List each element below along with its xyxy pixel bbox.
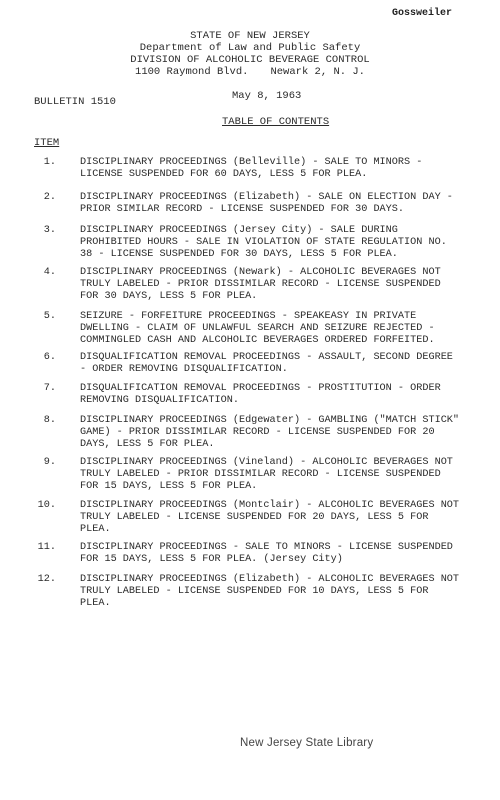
- item-text: DISCIPLINARY PROCEEDINGS (Elizabeth) - SALE ON ELECTION DAY - PRIOR SIMILAR RECORD - LICENSE SUSPENDED FOR 30 DAYS.: [80, 192, 453, 215]
- item-text: DISCIPLINARY PROCEEDINGS (Newark) - ALCOHOLIC BEVERAGES NOT TRULY LABELED - PRIOR DISSIMILAR RECORD - LICENSE SUSPENDED FOR 30 DAYS, LESS 5 FOR PLEA.: [80, 267, 441, 302]
- division-name: DIVISION OF ALCOHOLIC BEVERAGE CONTROL: [130, 54, 370, 66]
- item-number: 2.: [43, 192, 56, 203]
- item-text: DISCIPLINARY PROCEEDINGS (Vineland) - ALCOHOLIC BEVERAGES NOT TRULY LABELED - PRIOR DISSIMILAR RECORD - LICENSE SUSPENDED FOR 15 DAYS, LESS 5 FOR PLEA.: [80, 457, 453, 492]
- address-city: Newark 2, N. J.: [270, 66, 365, 78]
- item-number: 8.: [43, 415, 56, 426]
- item-text: DISCIPLINARY PROCEEDINGS (Elizabeth) - ALCOHOLIC BEVERAGES NOT TRULY LABELED - LICENSE SUSPENDED FOR 10 DAYS, LESS 5 FOR PLEA.: [80, 574, 460, 609]
- item-number: 4.: [43, 267, 56, 278]
- item-number: 10.: [37, 500, 56, 511]
- item-number: 3.: [43, 225, 56, 236]
- letterhead: [110, 30, 390, 78]
- item-text: DISCIPLINARY PROCEEDINGS (Montclair) - ALCOHOLIC BEVERAGES NOT TRULY LABELED - LICENSE SUSPENDED FOR 20 DAYS, LESS 5 FOR PLEA.: [80, 500, 460, 535]
- item-column-header: ITEM: [34, 137, 60, 149]
- item-number: 9.: [43, 457, 56, 468]
- state-name: STATE OF NEW JERSEY: [190, 30, 310, 42]
- bulletin-number: BULLETIN 1510: [34, 96, 116, 108]
- address: [110, 66, 390, 78]
- item-text: DISCIPLINARY PROCEEDINGS - SALE TO MINORS - LICENSE SUSPENDED FOR 15 DAYS, LESS 5 FOR PLEA. (Jersey City): [80, 542, 453, 565]
- item-text: DISCIPLINARY PROCEEDINGS (Edgewater) - GAMBLING ("MATCH STICK" GAME) - PRIOR DISSIMILAR RECORD - LICENSE SUSPENDED FOR 20 DAYS, LESS 5 FOR PLEA.: [80, 415, 460, 450]
- address-street: 1100 Raymond Blvd.: [135, 66, 249, 78]
- corner-name: Gossweiler: [392, 8, 453, 19]
- item-text: DISCIPLINARY PROCEEDINGS (Belleville) - SALE TO MINORS - LICENSE SUSPENDED FOR 60 DAYS, LESS 5 FOR PLEA.: [80, 157, 423, 180]
- item-number: 7.: [43, 383, 56, 394]
- bulletin-date: May 8, 1963: [232, 90, 302, 102]
- item-text: DISQUALIFICATION REMOVAL PROCEEDINGS - PROSTITUTION - ORDER REMOVING DISQUALIFICATION.: [80, 383, 441, 406]
- item-number: 11.: [37, 542, 56, 553]
- item-text: SEIZURE - FORFEITURE PROCEEDINGS - SPEAKEASY IN PRIVATE DWELLING - CLAIM OF UNLAWFUL SEARCH AND SEIZURE REJECTED - COMMINGLED CASH AND ALCOHOLIC BEVERAGES ORDERED FORFEITED.: [80, 311, 435, 346]
- item-text: DISCIPLINARY PROCEEDINGS (Jersey City) - SALE DURING PROHIBITED HOURS - SALE IN VIOLATION OF STATE REGULATION NO. 38 - LICENSE SUSPENDED FOR 30 DAYS, LESS 5 FOR PLEA.: [80, 225, 447, 260]
- item-number: 1.: [43, 157, 56, 168]
- item-number: 12.: [37, 574, 56, 585]
- toc-title: TABLE OF CONTENTS: [222, 116, 330, 128]
- library-stamp: New Jersey State Library: [240, 737, 374, 749]
- item-text: DISQUALIFICATION REMOVAL PROCEEDINGS - ASSAULT, SECOND DEGREE - ORDER REMOVING DISQUALIFICATION.: [80, 352, 453, 375]
- item-number: 5.: [43, 311, 56, 322]
- item-number: 6.: [43, 352, 56, 363]
- department-name: Department of Law and Public Safety: [139, 42, 361, 54]
